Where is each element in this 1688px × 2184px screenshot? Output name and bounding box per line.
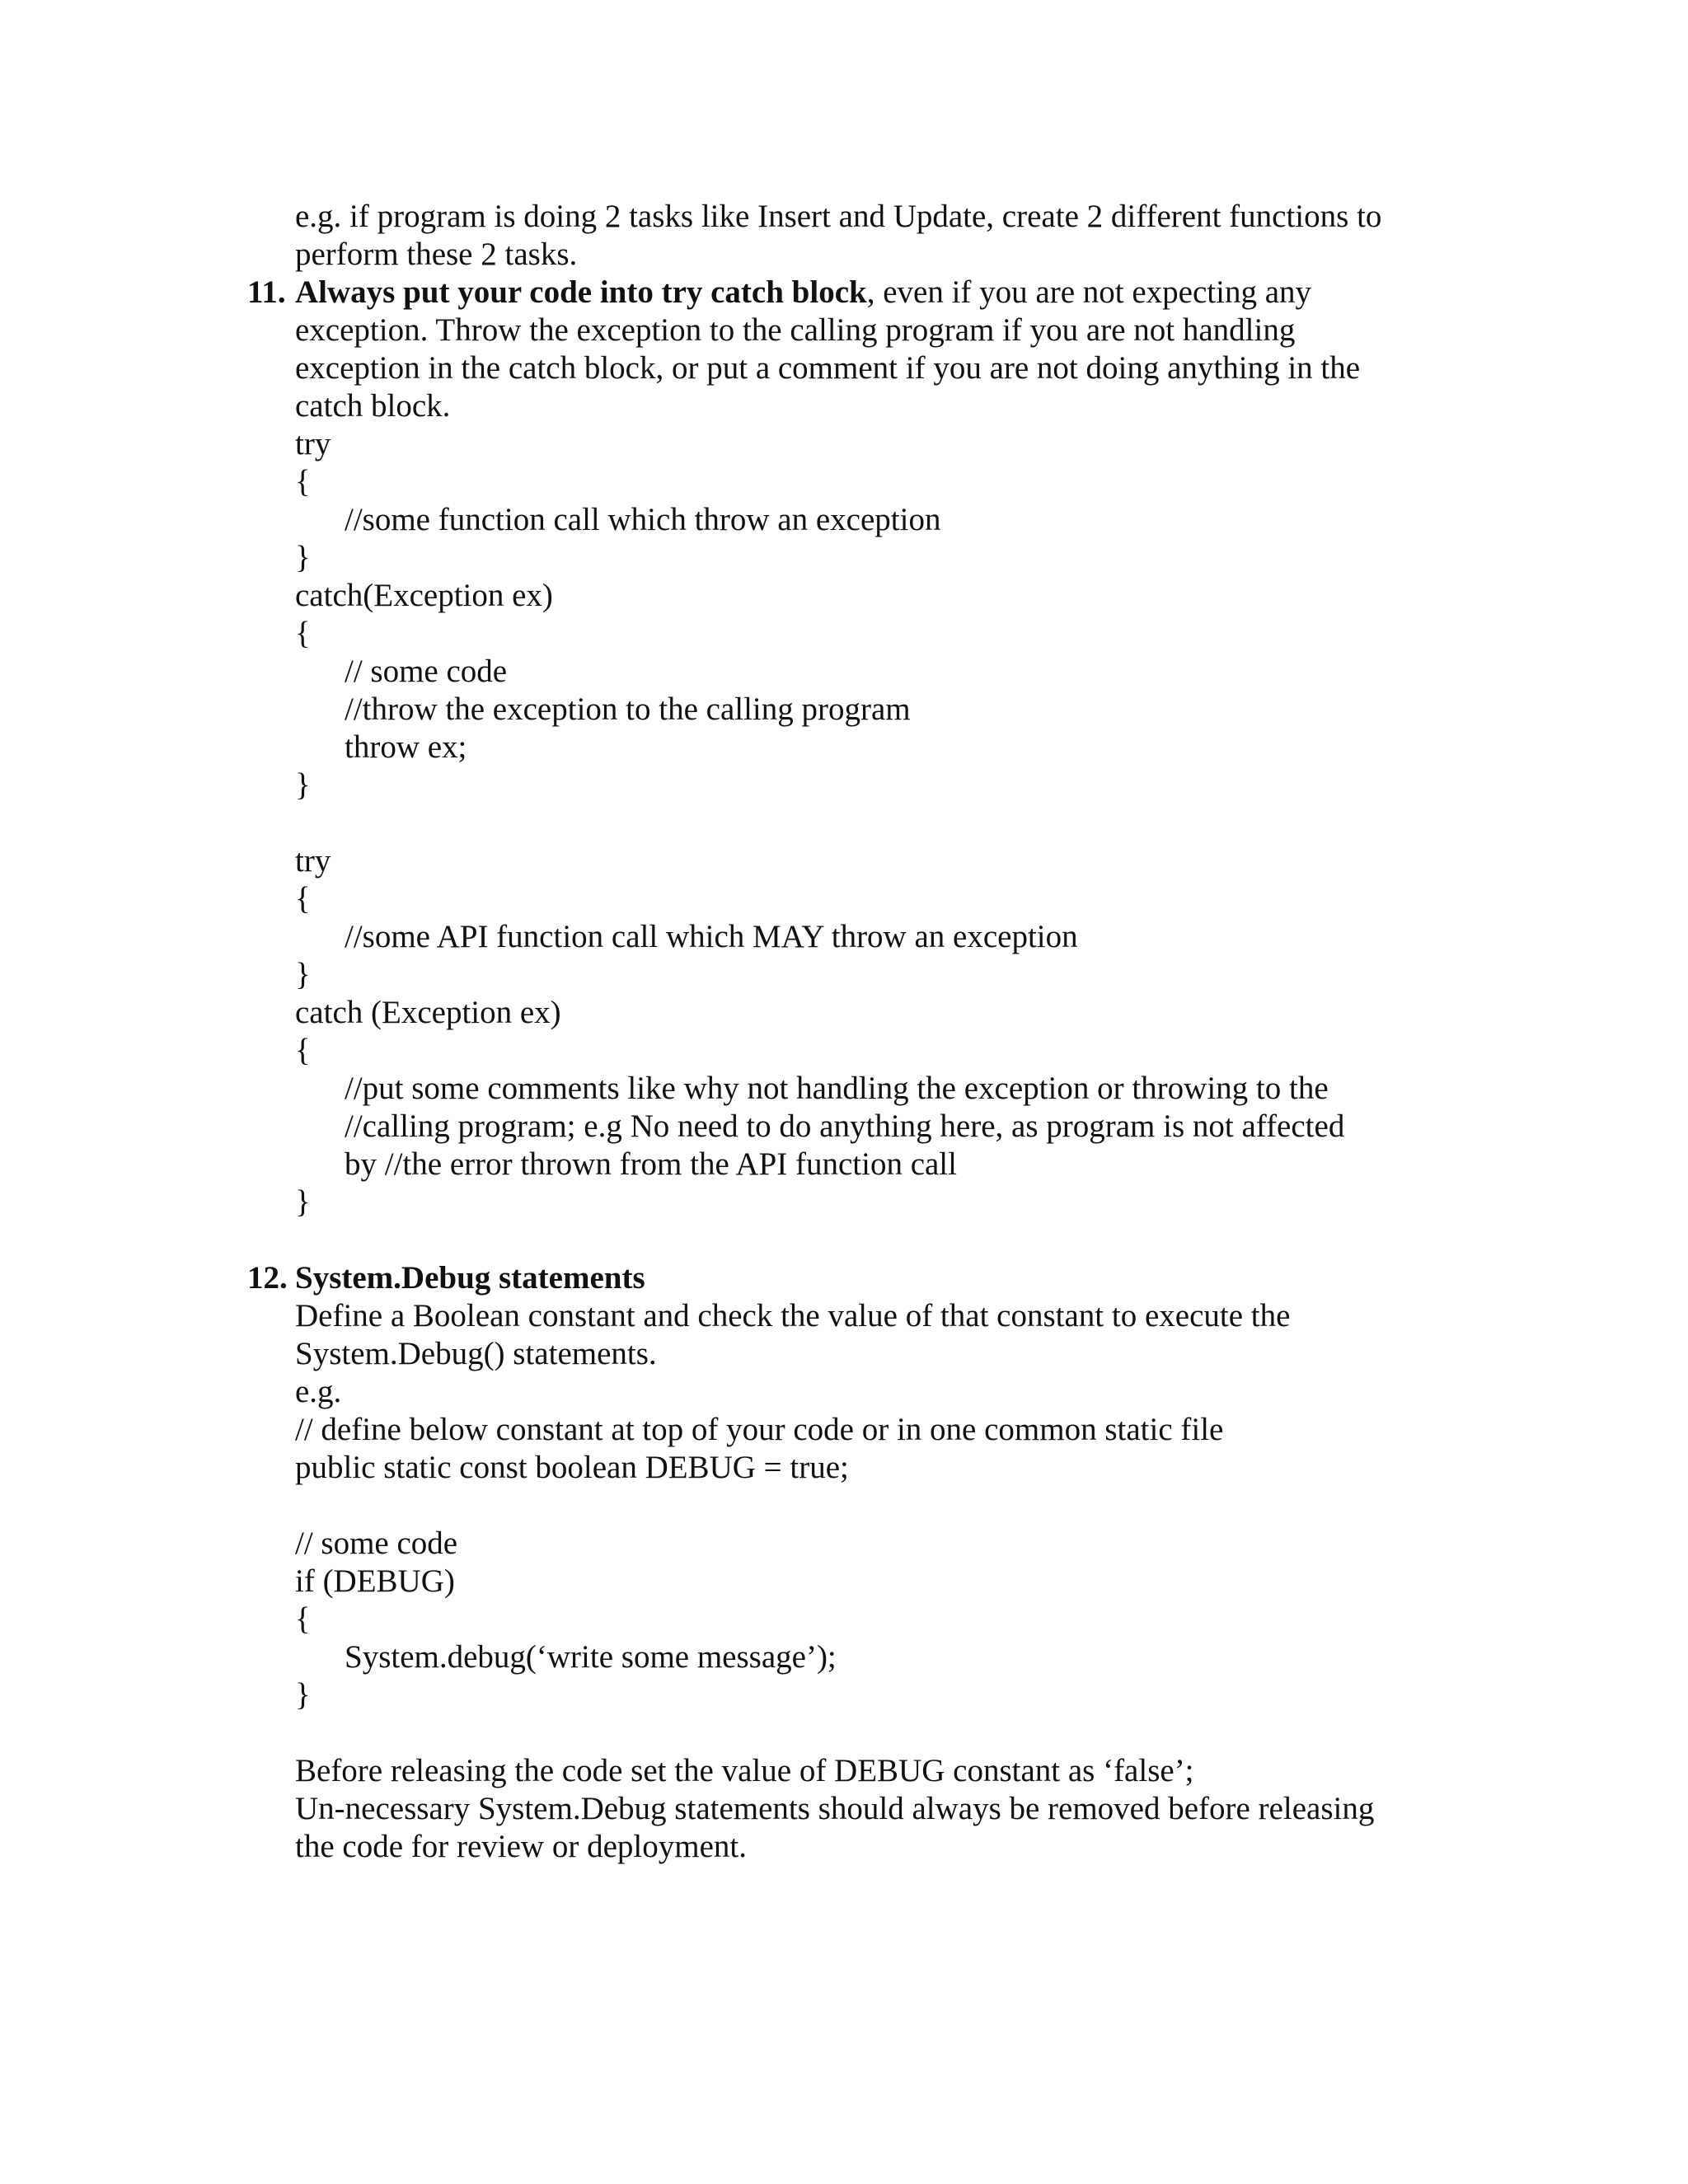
item-12-comment-2: // some code: [295, 1526, 458, 1561]
item-12-if: if (DEBUG): [295, 1563, 455, 1599]
item-11-title: Always put your code into try catch block: [295, 274, 867, 310]
code2-catch-open-brace: {: [295, 1033, 311, 1068]
item-12-note-2: Un-necessary System.Debug statements should always be removed before releasing: [295, 1791, 1375, 1826]
code2-catch-close-brace: }: [295, 1184, 311, 1220]
item-11-line-3: exception in the catch block, or put a comment if you are not doing anything in the: [295, 350, 1361, 386]
item-12-debug-call: System.debug(‘write some message’);: [345, 1639, 837, 1675]
item-11-title-rest: , even if you are not expecting any: [866, 274, 1311, 310]
code1-catch-comment-1: // some code: [345, 654, 508, 689]
code1-comment: //some function call which throw an exception: [345, 502, 941, 537]
item-11-number: 11.: [247, 274, 286, 310]
item-12-close-brace: }: [295, 1677, 311, 1713]
item-12-eg: e.g.: [295, 1374, 342, 1409]
code1-catch-close-brace: }: [295, 767, 311, 803]
item-12-declaration: public static const boolean DEBUG = true;: [295, 1450, 849, 1485]
item-12-number: 12.: [247, 1260, 288, 1296]
code1-try: try: [295, 426, 331, 462]
code2-open-brace: {: [295, 881, 311, 916]
code2-catch-comment-1: //put some comments like why not handling the exception or throwing to the: [345, 1071, 1329, 1106]
item-12-note-1: Before releasing the code set the value of DEBUG constant as ‘false’;: [295, 1753, 1194, 1788]
code1-catch-comment-2: //throw the exception to the calling program: [345, 691, 911, 727]
code2-close-brace: }: [295, 957, 311, 992]
item-12-line-2: System.Debug() statements.: [295, 1336, 657, 1371]
code2-comment: //some API function call which MAY throw an exception: [345, 919, 1078, 954]
code1-catch: catch(Exception ex): [295, 578, 553, 613]
item-12-comment-1: // define below constant at top of your code or in one common static file: [295, 1412, 1224, 1447]
code2-try: try: [295, 843, 331, 879]
code1-throw: throw ex;: [345, 729, 467, 765]
code1-catch-open-brace: {: [295, 616, 311, 651]
item-12-note-3: the code for review or deployment.: [295, 1829, 747, 1864]
item-12-line-1: Define a Boolean constant and check the value of that constant to execute the: [295, 1298, 1291, 1333]
intro-line-2: perform these 2 tasks.: [295, 237, 578, 272]
code1-open-brace: {: [295, 464, 311, 499]
item-11-heading: [295, 274, 1311, 312]
item-12-open-brace: {: [295, 1601, 311, 1637]
code1-close-brace: }: [295, 540, 311, 575]
item-11-line-2: exception. Throw the exception to the calling program if you are not handling: [295, 312, 1296, 348]
code2-catch: catch (Exception ex): [295, 995, 561, 1030]
code2-catch-comment-3: by //the error thrown from the API function call: [345, 1146, 957, 1182]
item-11-line-4: catch block.: [295, 388, 451, 424]
code2-catch-comment-2: //calling program; e.g No need to do anything here, as program is not affected: [345, 1108, 1345, 1144]
item-12-title: System.Debug statements: [295, 1260, 645, 1296]
intro-line-1: e.g. if program is doing 2 tasks like Insert and Update, create 2 different functions to: [295, 199, 1382, 234]
